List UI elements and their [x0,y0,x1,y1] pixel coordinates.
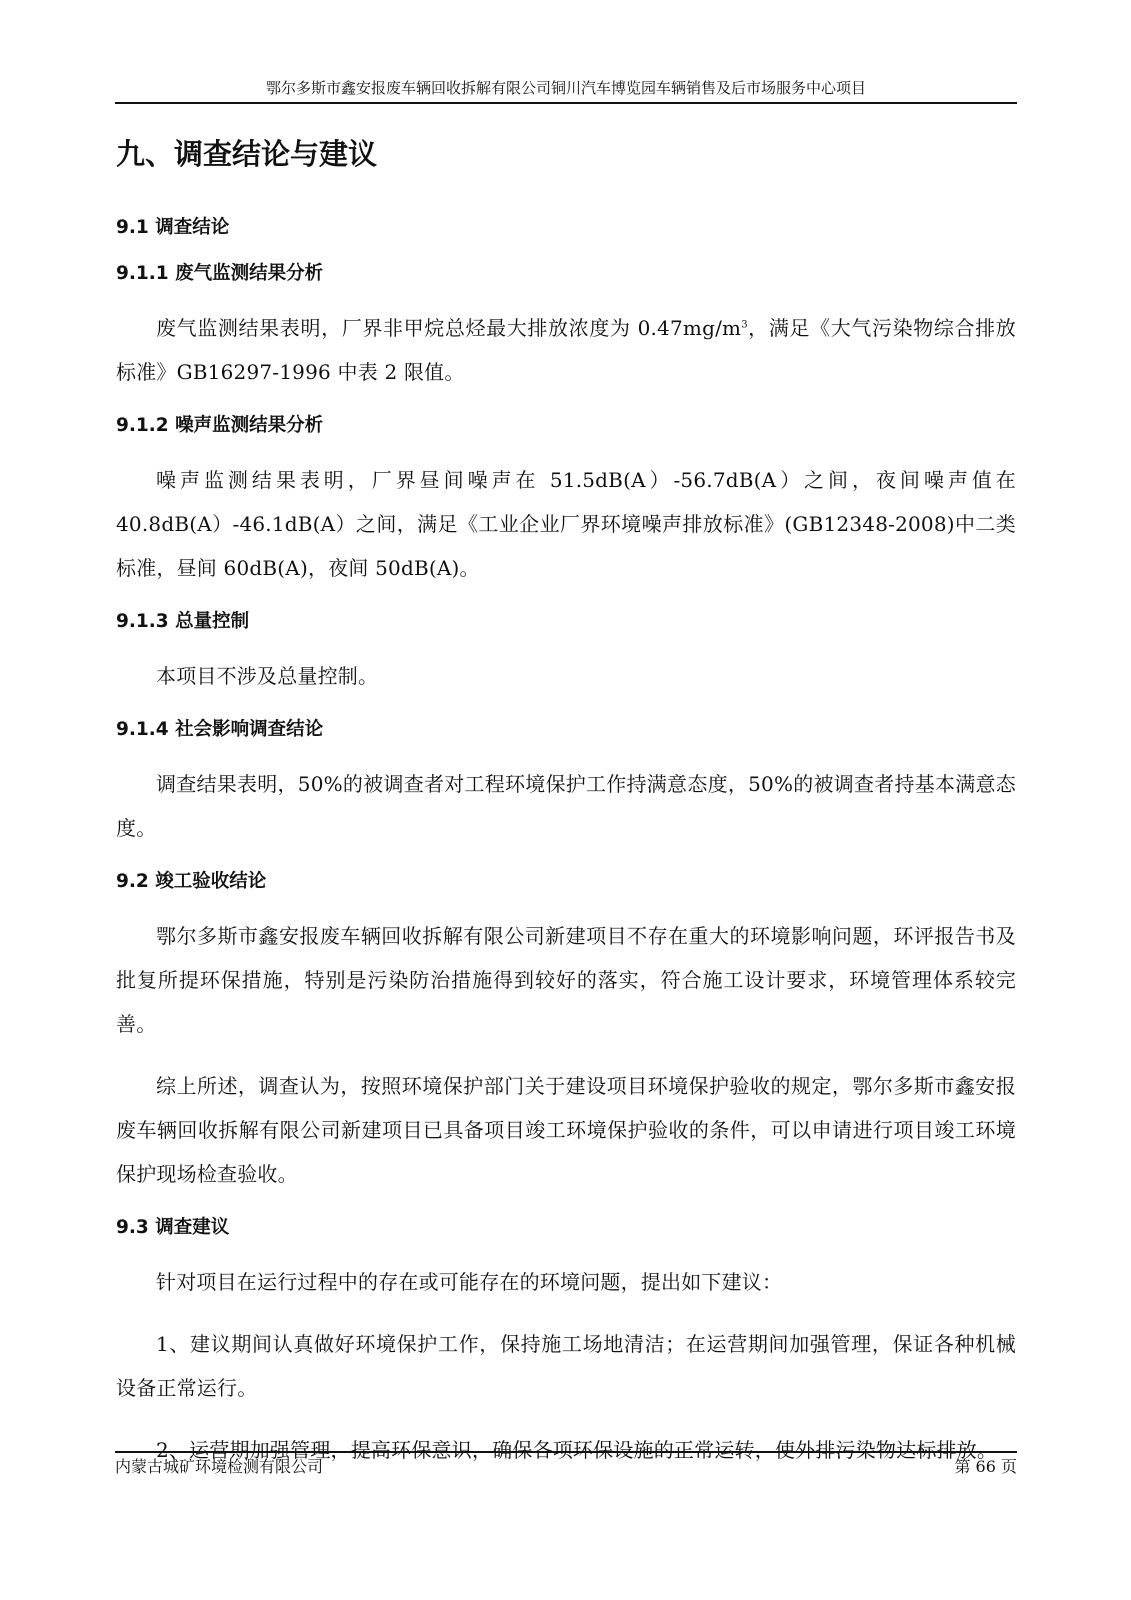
section-heading-9-1-4: 9.1.4 社会影响调查结论 [116,719,324,740]
section-heading-9-1: 9.1 调查结论 [116,217,230,238]
section-heading-9-1-3: 9.1.3 总量控制 [116,611,250,632]
paragraph-noise: 噪声监测结果表明，厂界昼间噪声在 51.5dB(A）-56.7dB(A）之间，夜间噪声值在 40.8dB(A）-46.1dB(A）之间，满足《工业企业厂界环境噪声排放标准》(GB12348-2008)中二类标准，昼间 60dB(A)，夜间 50dB(A)。 [116,468,1016,580]
section-heading-9-1-1: 9.1.1 废气监测结果分析 [116,263,324,284]
exhaust-text-part1: 废气监测结果表明，厂界非甲烷总烃最大排放浓度为 0.47mg/m [156,316,742,340]
section-heading-9-3: 9.3 调查建议 [116,1217,230,1238]
paragraph-suggestion-1: 1、建议期间认真做好环境保护工作，保持施工场地清洁；在运营期间加强管理，保证各种机械设备正常运行。 [116,1332,1016,1400]
page-number: 第 66 页 [954,1457,1017,1476]
chapter-title: 九、调查结论与建议 [116,137,378,171]
paragraph-suggestion-2: 2、运营期加强管理，提高环保意识，确保各项环保设施的正常运转，使外排污染物达标排放。 [156,1438,998,1462]
paragraph-exhaust-gas [116,306,1016,394]
paragraph-suggestion-intro: 针对项目在运行过程中的存在或可能存在的环境问题，提出如下建议： [156,1270,783,1294]
paragraph-acceptance-2: 综上所述，调查认为，按照环境保护部门关于建设项目环境保护验收的规定，鄂尔多斯市鑫安报废车辆回收拆解有限公司新建项目已具备项目竣工环境保护验收的条件，可以申请进行项目竣工环境保护现场检查验收。 [116,1074,1016,1186]
header-rule [115,102,1017,104]
section-heading-9-1-2: 9.1.2 噪声监测结果分析 [116,415,324,436]
superscript-3: 3 [741,319,748,331]
paragraph-acceptance-1: 鄂尔多斯市鑫安报废车辆回收拆解有限公司新建项目不存在重大的环境影响问题，环评报告书及批复所提环保措施，特别是污染防治措施得到较好的落实，符合施工设计要求，环境管理体系较完善。 [116,924,1016,1036]
paragraph-social-impact: 调查结果表明，50%的被调查者对工程环境保护工作持满意态度，50%的被调查者持基本满意态度。 [116,772,1016,840]
exhaust-text-part2: ，满足《大气污染物综合排放标准》GB16297-1996 中表 2 限值。 [116,316,1016,384]
footer-company: 内蒙古城矿环境检测有限公司 [115,1457,324,1476]
section-heading-9-2: 9.2 竣工验收结论 [116,871,267,892]
page-content [116,132,1016,1490]
footer-rule [115,1451,1017,1453]
running-header: 鄂尔多斯市鑫安报废车辆回收拆解有限公司铜川汽车博览园车辆销售及后市场服务中心项目 [265,79,866,97]
paragraph-total-control: 本项目不涉及总量控制。 [156,664,379,688]
